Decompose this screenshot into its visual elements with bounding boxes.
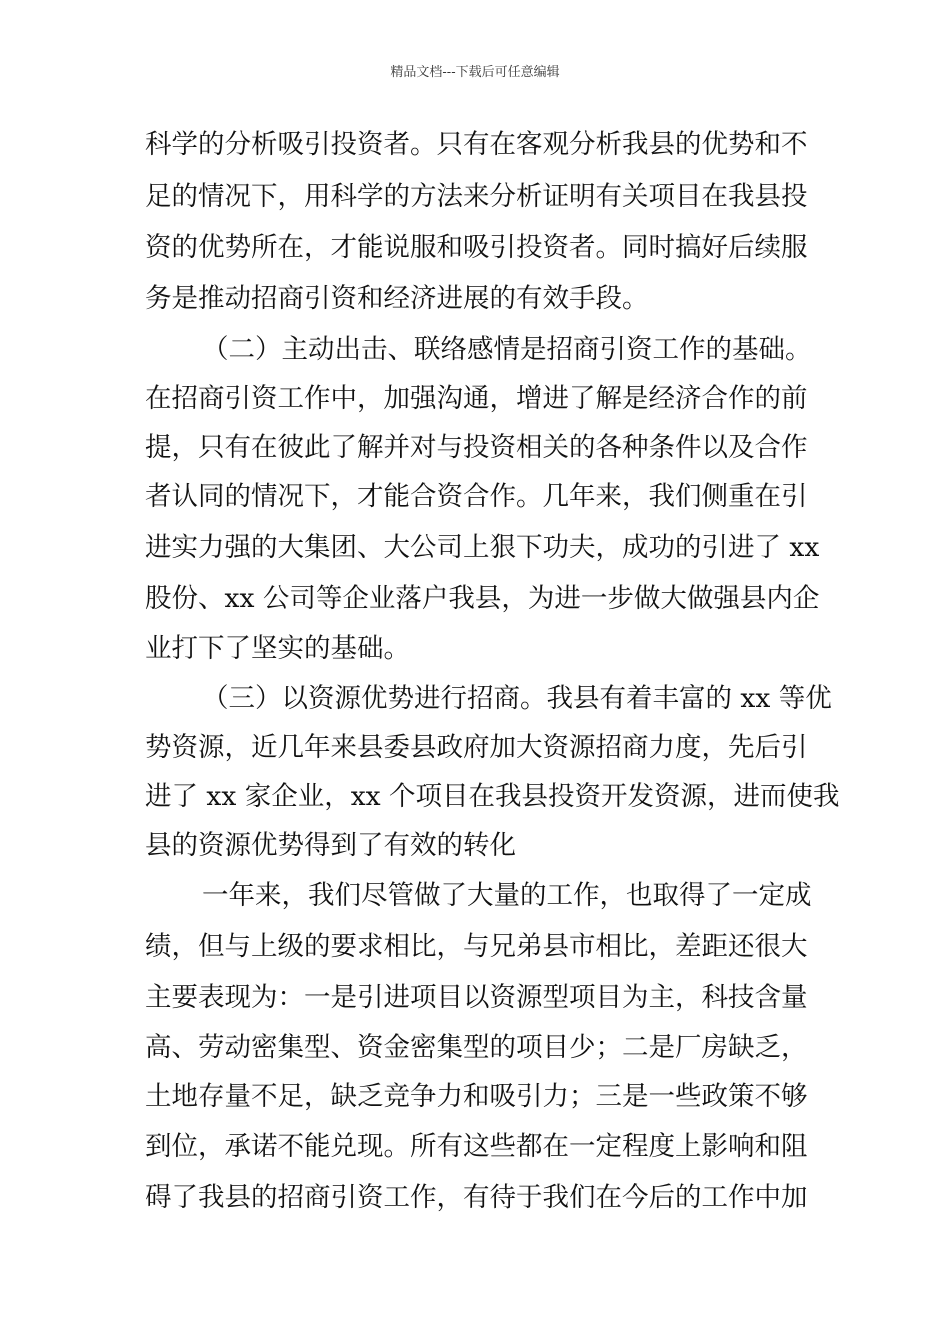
text-line: 者认同的情况下，才能合资合作。几年来，我们侧重在引	[145, 481, 808, 512]
text-line: 县的资源优势得到了有效的转化	[145, 830, 516, 861]
paragraph-heading: （二）主动出击、联络感情是招商引资工作的基础。	[202, 334, 812, 365]
text-line: 资的优势所在，才能说服和吸引投资者。同时搞好后续服	[145, 232, 808, 263]
text-line: 科学的分析吸引投资者。只有在客观分析我县的优势和不	[145, 129, 808, 160]
text-line: 绩，但与上级的要求相比，与兄弟县市相比，差距还很大	[145, 931, 808, 962]
paragraph-heading: （三）以资源优势进行招商。我县有着丰富的 xx 等优	[202, 683, 832, 714]
text-line: 务是推动招商引资和经济进展的有效手段。	[145, 283, 649, 314]
paragraph-start: 一年来，我们尽管做了大量的工作，也取得了一定成	[202, 880, 812, 911]
text-line: 高、劳动密集型、资金密集型的项目少；二是厂房缺乏，	[145, 1032, 808, 1063]
text-line: 势资源，近几年来县委县政府加大资源招商力度，先后引	[145, 732, 808, 763]
text-line: 进实力强的大集团、大公司上狠下功夫，成功的引进了 xx	[145, 532, 820, 563]
text-line: 业打下了坚实的基础。	[145, 633, 410, 664]
text-line: 足的情况下，用科学的方法来分析证明有关项目在我县投	[145, 181, 808, 212]
text-line: 到位，承诺不能兑现。所有这些都在一定程度上影响和阻	[145, 1131, 808, 1162]
text-line: 股份、xx 公司等企业落户我县，为进一步做大做强县内企	[145, 583, 820, 614]
text-line: 在招商引资工作中，加强沟通，增进了解是经济合作的前	[145, 383, 808, 414]
text-line: 提，只有在彼此了解并对与投资相关的各种条件以及合作	[145, 432, 808, 463]
text-line: 进了 xx 家企业，xx 个项目在我县投资开发资源，进而使我	[145, 781, 840, 812]
page-header: 精品文档---下载后可任意编辑	[390, 65, 560, 80]
text-line: 碍了我县的招商引资工作，有待于我们在今后的工作中加	[145, 1182, 808, 1213]
text-line: 土地存量不足，缺乏竞争力和吸引力；三是一些政策不够	[145, 1081, 808, 1112]
text-line: 主要表现为：一是引进项目以资源型项目为主，科技含量	[145, 982, 808, 1013]
